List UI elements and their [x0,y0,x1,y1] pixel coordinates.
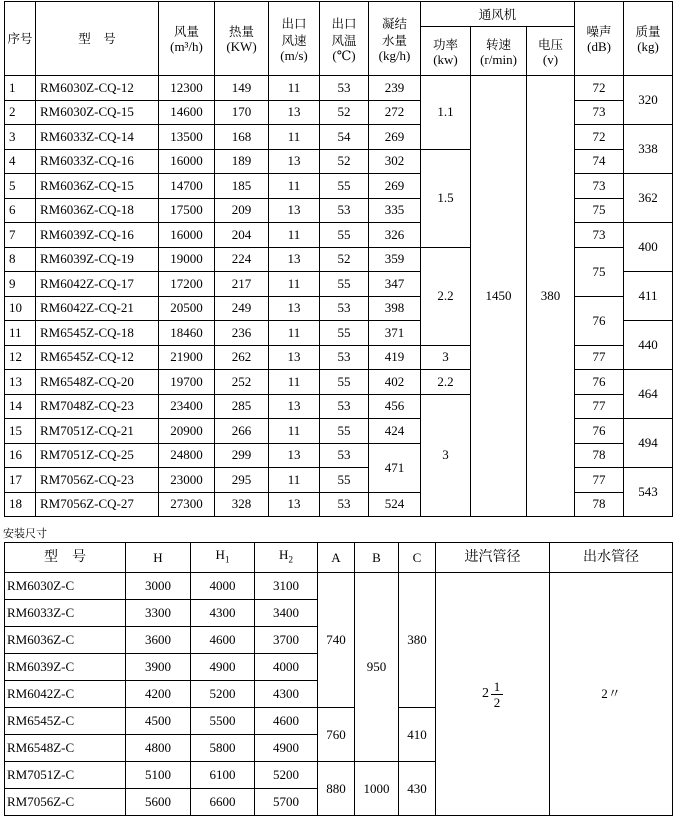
water-cell: 419 [369,345,421,370]
model-cell: RM6545Z-CQ-18 [36,321,159,346]
model-cell: RM6030Z-CQ-15 [36,100,159,125]
install-a-cell: 880 [318,762,355,816]
install-c-cell: 430 [399,762,436,816]
install-header-a: A [318,543,355,573]
speed-cell: 13 [269,198,320,223]
install-h-cell: 5600 [126,789,191,816]
temp-cell: 52 [320,100,369,125]
heat-cell: 262 [215,345,269,370]
install-h-cell: 4500 [126,708,191,735]
air-cell: 19700 [159,370,215,395]
speed-cell: 11 [269,125,320,150]
water-cell: 456 [369,394,421,419]
seq-cell: 13 [5,370,36,395]
header-power [421,27,471,76]
seq-cell: 1 [5,76,36,101]
noise-cell: 77 [575,468,624,493]
noise-cell: 76 [575,296,624,345]
speed-cell: 13 [269,100,320,125]
install-h-cell: 5100 [126,762,191,789]
temp-cell: 55 [320,272,369,297]
air-cell: 23000 [159,468,215,493]
mass-cell: 362 [624,174,673,223]
table-row [5,76,673,101]
fraction-whole: 2 [482,686,489,701]
noise-cell: 73 [575,100,624,125]
seq-cell: 4 [5,149,36,174]
install-model-cell: RM6545Z-C [5,708,126,735]
water-cell: 402 [369,370,421,395]
seq-cell: 7 [5,223,36,248]
unit: (℃) [332,47,356,63]
heat-cell: 209 [215,198,269,223]
seq-cell: 10 [5,296,36,321]
noise-cell: 78 [575,443,624,468]
rpm-cell: 1450 [471,76,527,517]
speed-cell: 13 [269,247,320,272]
install-h-cell: 3600 [126,627,191,654]
model-cell: RM6039Z-CQ-16 [36,223,159,248]
air-cell: 27300 [159,492,215,517]
install-model-cell: RM6042Z-C [5,681,126,708]
water-cell: 239 [369,76,421,101]
install-h2-cell: 3700 [255,627,318,654]
power-cell: 1.1 [421,76,471,150]
water-cell: 471 [369,443,421,492]
air-cell: 18460 [159,321,215,346]
install-header-water-outlet: 出水管径 [550,543,673,573]
seq-cell: 18 [5,492,36,517]
noise-cell: 78 [575,492,624,517]
install-table [4,542,673,816]
install-model-cell: RM6036Z-C [5,627,126,654]
install-h-cell: 4800 [126,735,191,762]
temp-cell: 55 [320,419,369,444]
install-header-h: H [126,543,191,573]
voltage-cell: 380 [527,76,575,517]
noise-cell: 75 [575,198,624,223]
speed-cell: 11 [269,419,320,444]
air-cell: 16000 [159,223,215,248]
model-cell: RM7051Z-CQ-25 [36,443,159,468]
steam-inlet-cell [436,573,550,816]
install-h1-cell: 4900 [191,654,255,681]
water-cell: 302 [369,149,421,174]
noise-cell: 77 [575,394,624,419]
temp-cell: 53 [320,296,369,321]
header-noise [575,2,624,76]
install-header-row [5,543,673,573]
install-h1-cell: 4300 [191,600,255,627]
mass-cell: 320 [624,76,673,125]
install-h2-cell: 4900 [255,735,318,762]
heat-cell: 170 [215,100,269,125]
label: 出口风速 [281,15,307,48]
mass-cell: 338 [624,125,673,174]
water-cell: 272 [369,100,421,125]
install-header-model: 型 号 [5,543,126,573]
heat-cell: 299 [215,443,269,468]
install-h1-cell: 4000 [191,573,255,600]
temp-cell: 55 [320,468,369,493]
water-cell: 269 [369,125,421,150]
label: 转速 [485,36,511,52]
water-cell: 335 [369,198,421,223]
label: 风量 [173,24,199,39]
power-cell: 3 [421,394,471,517]
heat-cell: 204 [215,223,269,248]
fraction-part [491,679,503,710]
speed-cell: 11 [269,272,320,297]
install-h1-cell: 6100 [191,762,255,789]
spec-table [4,1,673,517]
heat-cell: 285 [215,394,269,419]
h1-base: H [215,547,225,563]
install-model-cell: RM7056Z-C [5,789,126,816]
power-cell: 2.2 [421,370,471,395]
model-cell: RM7056Z-CQ-23 [36,468,159,493]
label: 功率 [432,36,458,52]
install-b-cell: 950 [355,573,399,762]
fraction [482,679,503,710]
air-cell: 17200 [159,272,215,297]
mass-cell: 494 [624,419,673,468]
speed-cell: 13 [269,296,320,321]
heat-cell: 295 [215,468,269,493]
install-dimensions-label: 安装尺寸 [3,527,47,540]
mass-cell: 543 [624,468,673,517]
install-model-cell: RM7051Z-C [5,762,126,789]
label: 热量 [228,24,254,39]
install-h1-cell: 6600 [191,789,255,816]
air-cell: 20900 [159,419,215,444]
water-outlet-cell: 2〃 [550,573,673,816]
install-c-cell: 410 [399,708,436,762]
label: 质量 [635,24,661,39]
speed-cell: 11 [269,370,320,395]
seq-cell: 11 [5,321,36,346]
fraction-numerator: 1 [493,678,501,694]
water-cell: 326 [369,223,421,248]
heat-cell: 249 [215,296,269,321]
temp-cell: 54 [320,125,369,150]
label: 出口风温 [331,15,357,48]
h1-sub: 1 [224,554,230,565]
unit: (dB) [587,39,611,54]
heat-cell: 328 [215,492,269,517]
heat-cell: 252 [215,370,269,395]
speed-cell: 13 [269,443,320,468]
header-outlet-speed [269,2,320,76]
air-cell: 23400 [159,394,215,419]
seq-cell: 14 [5,394,36,419]
temp-cell: 55 [320,174,369,199]
fraction-denominator: 2 [493,694,501,710]
install-h1-cell: 4600 [191,627,255,654]
heat-cell: 266 [215,419,269,444]
noise-cell: 74 [575,149,624,174]
unit: (r/min) [480,51,517,67]
install-model-cell: RM6033Z-C [5,600,126,627]
seq-cell: 3 [5,125,36,150]
install-a-cell: 740 [318,573,355,708]
install-c-cell: 380 [399,573,436,708]
model-cell: RM7051Z-CQ-21 [36,419,159,444]
noise-cell: 76 [575,419,624,444]
water-cell: 371 [369,321,421,346]
power-cell: 1.5 [421,149,471,247]
speed-cell: 11 [269,321,320,346]
noise-cell: 75 [575,247,624,296]
install-model-cell: RM6030Z-C [5,573,126,600]
noise-cell: 76 [575,370,624,395]
model-cell: RM7048Z-CQ-23 [36,394,159,419]
seq-cell: 9 [5,272,36,297]
water-cell: 524 [369,492,421,517]
install-h2-cell: 4600 [255,708,318,735]
seq-cell: 17 [5,468,36,493]
heat-cell: 217 [215,272,269,297]
heat-cell: 224 [215,247,269,272]
air-cell: 17500 [159,198,215,223]
speed-cell: 11 [269,223,320,248]
mass-cell: 464 [624,370,673,419]
water-cell: 359 [369,247,421,272]
seq-cell: 6 [5,198,36,223]
header-heat [215,2,269,76]
air-cell: 21900 [159,345,215,370]
speed-cell: 11 [269,174,320,199]
install-header-b: B [355,543,399,573]
install-header-h1 [191,543,255,573]
temp-cell: 55 [320,370,369,395]
air-cell: 14600 [159,100,215,125]
header-speed [471,27,527,76]
install-h2-cell: 3400 [255,600,318,627]
temp-cell: 53 [320,345,369,370]
seq-cell: 5 [5,174,36,199]
install-h1-cell: 5500 [191,708,255,735]
unit: (m³/h) [170,39,203,54]
seq-cell: 2 [5,100,36,125]
install-a-cell: 760 [318,708,355,762]
label: 电压 [538,36,564,52]
temp-cell: 52 [320,149,369,174]
speed-cell: 11 [269,468,320,493]
header-row [5,2,673,27]
unit: (v) [542,51,559,67]
noise-cell: 73 [575,223,624,248]
install-model-cell: RM6548Z-C [5,735,126,762]
install-header-h2 [255,543,318,573]
air-cell: 19000 [159,247,215,272]
mass-cell: 400 [624,223,673,272]
air-cell: 24800 [159,443,215,468]
heat-cell: 149 [215,76,269,101]
model-cell: RM6548Z-CQ-20 [36,370,159,395]
model-cell: RM6042Z-CQ-17 [36,272,159,297]
temp-cell: 55 [320,321,369,346]
header-model: 型 号 [36,2,159,76]
header-voltage [527,27,575,76]
h2-sub: 2 [288,554,293,565]
label: 凝结水量 [381,15,407,48]
install-h1-cell: 5200 [191,681,255,708]
model-cell: RM6036Z-CQ-18 [36,198,159,223]
install-h-cell: 3300 [126,600,191,627]
temp-cell: 53 [320,76,369,101]
header-air-volume [159,2,215,76]
water-cell: 269 [369,174,421,199]
speed-cell: 13 [269,492,320,517]
unit: (kw) [433,51,458,67]
air-cell: 13500 [159,125,215,150]
header-mass [624,2,673,76]
temp-cell: 53 [320,198,369,223]
temp-cell: 52 [320,247,369,272]
install-h2-cell: 4000 [255,654,318,681]
install-h2-cell: 5700 [255,789,318,816]
speed-cell: 13 [269,149,320,174]
model-cell: RM6039Z-CQ-19 [36,247,159,272]
install-row [5,573,673,600]
seq-cell: 12 [5,345,36,370]
heat-cell: 236 [215,321,269,346]
header-outlet-temp [320,2,369,76]
install-h-cell: 3900 [126,654,191,681]
install-h-cell: 3000 [126,573,191,600]
water-cell: 347 [369,272,421,297]
air-cell: 20500 [159,296,215,321]
install-header-c: C [399,543,436,573]
install-h-cell: 4200 [126,681,191,708]
mass-cell: 411 [624,272,673,321]
water-cell: 398 [369,296,421,321]
air-cell: 12300 [159,76,215,101]
install-h2-cell: 3100 [255,573,318,600]
noise-cell: 73 [575,174,624,199]
model-cell: RM6545Z-CQ-12 [36,345,159,370]
header-condensate [369,2,421,76]
install-h2-cell: 5200 [255,762,318,789]
unit: (KW) [226,39,257,54]
seq-cell: 8 [5,247,36,272]
unit: (m/s) [280,47,308,63]
unit: (kg) [637,39,659,54]
install-model-cell: RM6039Z-C [5,654,126,681]
label: 噪声 [586,24,612,39]
air-cell: 14700 [159,174,215,199]
temp-cell: 53 [320,443,369,468]
heat-cell: 185 [215,174,269,199]
install-h1-cell: 5800 [191,735,255,762]
heat-cell: 168 [215,125,269,150]
header-fan-group: 通风机 [421,2,575,27]
unit: (kg/h) [378,47,411,63]
model-cell: RM6042Z-CQ-21 [36,296,159,321]
noise-cell: 72 [575,76,624,101]
temp-cell: 53 [320,492,369,517]
speed-cell: 13 [269,345,320,370]
model-cell: RM6033Z-CQ-14 [36,125,159,150]
model-cell: RM6036Z-CQ-15 [36,174,159,199]
header-seq: 序号 [5,2,36,76]
power-cell: 2.2 [421,247,471,345]
temp-cell: 55 [320,223,369,248]
model-cell: RM6033Z-CQ-16 [36,149,159,174]
install-header-steam-inlet: 进汽管径 [436,543,550,573]
water-cell: 424 [369,419,421,444]
mass-cell: 440 [624,321,673,370]
speed-cell: 13 [269,394,320,419]
heat-cell: 189 [215,149,269,174]
seq-cell: 16 [5,443,36,468]
speed-cell: 11 [269,76,320,101]
power-cell: 3 [421,345,471,370]
noise-cell: 72 [575,125,624,150]
air-cell: 16000 [159,149,215,174]
model-cell: RM7056Z-CQ-27 [36,492,159,517]
install-b-cell: 1000 [355,762,399,816]
h2-base: H [279,547,289,563]
seq-cell: 15 [5,419,36,444]
noise-cell: 77 [575,345,624,370]
temp-cell: 53 [320,394,369,419]
install-h2-cell: 4300 [255,681,318,708]
model-cell: RM6030Z-CQ-12 [36,76,159,101]
